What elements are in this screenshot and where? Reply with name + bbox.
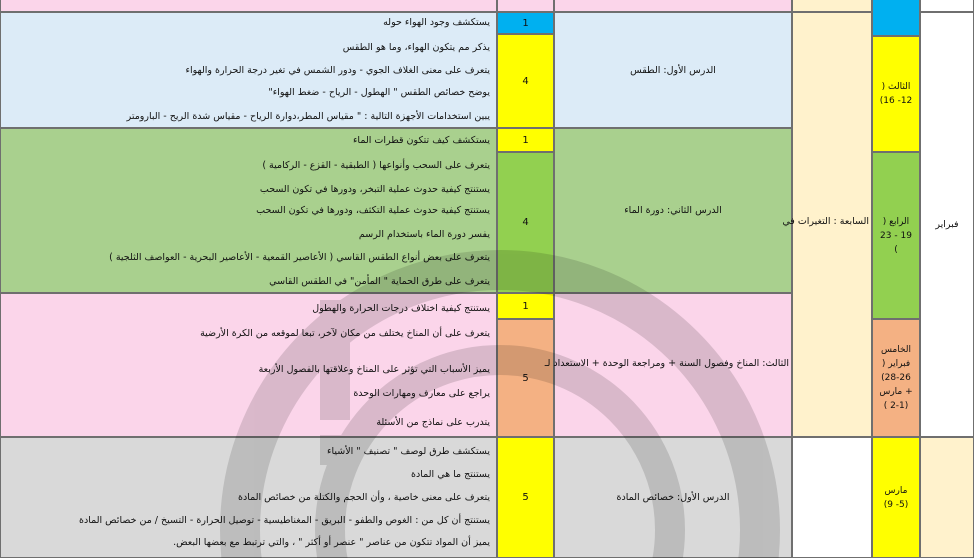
lesson3-outcome-4: يراجع على معارف ومهارات الوحدة: [353, 388, 490, 399]
lesson2-outcome-1: يستكشف كيف تتكون قطرات الماء: [352, 135, 490, 146]
lesson3-outcomes-cell: [0, 293, 497, 437]
top-row-outcome-cell: [0, 0, 497, 12]
lesson4-outcomes-cell: [0, 437, 497, 558]
lesson1-outcome-4: يوضح خصائص الطقس " الهطول - الرياح - ضغط الهواء": [268, 87, 490, 98]
week-4: الرابع ( 19 - 23 ): [872, 152, 920, 319]
lesson1-outcome-5: يبين استخدامات الأجهزة التالية : " مقياس المطر،دوارة الرياح - مقياس شدة الريح - البارومتر: [126, 111, 490, 122]
lesson4-title: الدرس الأول: خصائص المادة: [554, 437, 792, 558]
lesson3-outcome-5: يتدرب على نماذج من الأسئلة: [376, 417, 490, 428]
lesson3-period-b: 5: [497, 319, 554, 437]
lesson3-title: الثالث: المناخ وفصول السنة + ومراجعة الوحدة + الاستعداد لـ: [544, 358, 789, 369]
lesson3-outcome-2: يتعرف على أن المناخ يختلف من مكان لآخر، تبعا لموقعه من الكرة الأرضية: [200, 328, 490, 339]
top-row-period-cell: [497, 0, 554, 12]
month-cell-next: [920, 437, 974, 558]
week-3: الثالث ( 12- 16): [872, 36, 920, 152]
lesson2-outcome-7: يتعرف على طرق الحماية " المأمن" في الطقس القاسي: [269, 276, 490, 287]
month-cell: فبراير: [920, 12, 974, 437]
lesson1-period-b: 4: [497, 34, 554, 128]
lesson2-period-b: 4: [497, 152, 554, 293]
lesson2-outcome-3: يستنتج كيفية حدوث عملية التبخر، ودورها في تكون السحب: [259, 184, 490, 195]
lesson2-outcome-6: يتعرف على بعض أنواع الطقس القاسي ( الأعاصير القمعية - الأعاصير البحرية - العواصف الثلجية ): [109, 252, 490, 263]
lesson2-outcome-5: يفسر دورة الماء باستخدام الرسم: [358, 229, 490, 240]
lesson4-outcome-2: يستنتج ما هي المادة: [411, 469, 490, 480]
week-5: الخامس فبراير ( 26-28) + مارس (1-2 ): [872, 319, 920, 437]
lesson4-outcome-1: يستكشف طرق لوصف " تصنيف " الأشياء: [327, 446, 490, 457]
lesson1-period-a: 1: [497, 12, 554, 34]
lesson4-period: 5: [497, 437, 554, 558]
lesson2-period-a: 1: [497, 128, 554, 152]
lesson3-title-cell: [544, 293, 792, 437]
lesson3-outcome-3: يميز الأسباب التي تؤثر على المناخ وعلاقتها بالفصول الأربعة: [258, 364, 490, 375]
top-row-lesson-cell: [554, 0, 792, 12]
lesson4-outcome-5: يميز أن المواد تتكون من عناصر " عنصر أو أكثر " ، والتي ترتبط مع بعضها البعض.: [173, 537, 490, 548]
lesson1-outcomes-cell: [0, 12, 497, 128]
lesson2-outcome-4: يستنتج كيفية حدوث عملية التكثف، ودورها في تكون السحب: [256, 205, 490, 216]
lesson4-outcome-3: يتعرف على معنى خاصية ، وأن الحجم والكتلة من خصائص المادة: [238, 492, 490, 503]
unit-column-top: [782, 12, 872, 437]
week-6: مارس (5- 9): [872, 437, 920, 558]
top-row-unit-cell: [792, 0, 872, 12]
lesson1-outcome-1: يستكشف وجود الهواء حوله: [383, 17, 490, 28]
lesson2-title: الدرس الثاني: دورة الماء: [554, 128, 792, 293]
lesson4-outcome-4: يستنتج أن كل من : الغوص والطفو - البريق - المغناطيسية - توصيل الحرارة - التسيخ / من خصائص المادة: [79, 515, 490, 526]
lesson1-outcome-3: يتعرف على معنى الغلاف الجوي - ودور الشمس في تغير درجة الحرارة والهواء: [185, 65, 490, 76]
lesson2-outcomes-cell: [0, 128, 497, 293]
lesson3-outcome-1: يستنتج كيفية اختلاف درجات الحرارة والهطول: [312, 303, 490, 314]
unit-title: السابعة : التغيرات في: [782, 216, 869, 227]
lesson1-outcome-2: يذكر مم يتكون الهواء، وما هو الطقس: [342, 42, 490, 53]
lesson2-outcome-2: يتعرف على السحب وأنواعها ( الطبقية - القزع - الركامية ): [262, 160, 490, 171]
top-row-month-cell: [920, 0, 974, 12]
lesson1-title: الدرس الأول: الطقس: [554, 12, 792, 128]
lesson3-period-a: 1: [497, 293, 554, 319]
unit-column-bottom: [792, 437, 872, 558]
top-row-week-cell: [872, 0, 920, 36]
